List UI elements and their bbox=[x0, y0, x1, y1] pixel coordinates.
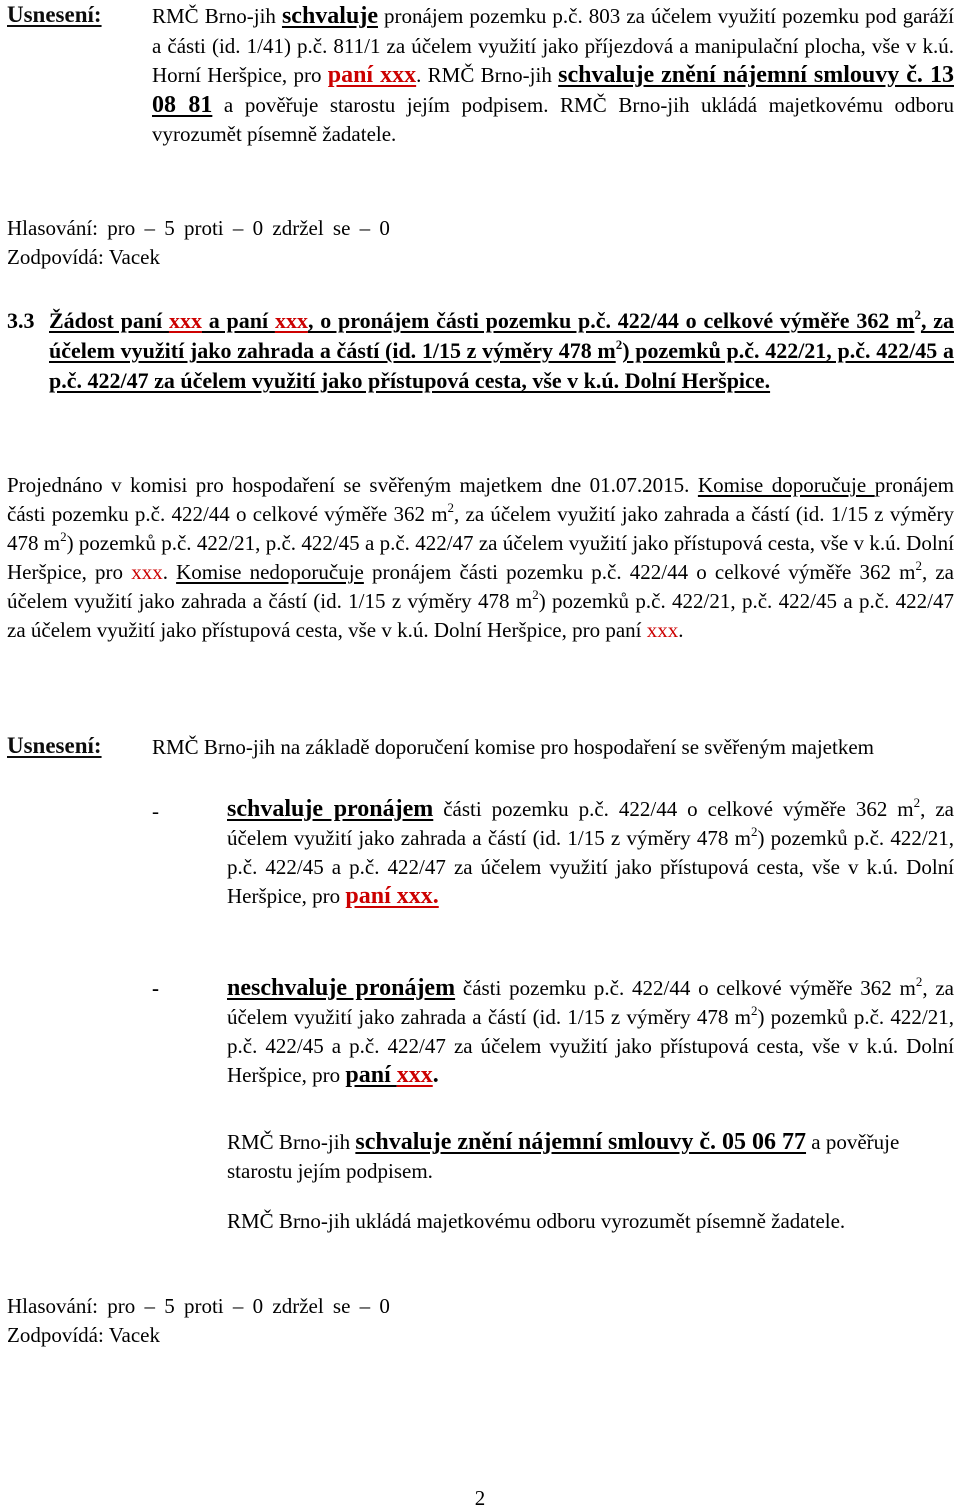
dash-approve: - bbox=[152, 799, 159, 823]
responsible-line: Zodpovídá: Vacek bbox=[7, 245, 160, 269]
responsible-line-2: Zodpovídá: Vacek bbox=[7, 1323, 160, 1347]
item-number: 3.3 bbox=[7, 308, 35, 333]
vote-line-2: Hlasování: pro – 5 proti – 0 zdržel se – 0 bbox=[7, 1294, 390, 1318]
resolution-intro: RMČ Brno-jih na základě doporučení komise pro hospodaření se svěřeným majetkem bbox=[152, 735, 874, 759]
item-heading: Žádost paní xxx a paní xxx, o pronájem části pozemku p.č. 422/44 o celkové výměře 362 $m^2$, za účelem využití jako zahrada a částí (id. 1/15 z výměry 478 $m^2$) pozemků p.č. 422/21, p.č. 422/45 a p.č. 422/47 za účelem využití jako přístupová cesta, vše v k.ú. Dolní Heršpice. bbox=[49, 306, 954, 393]
notify-applicant: RMČ Brno-jih ukládá majetkovému odboru vyrozumět písemně žadatele. bbox=[227, 1209, 846, 1233]
top-resolution-label: Usnesení: bbox=[7, 2, 102, 27]
approve-item: schvaluje pronájem části pozemku p.č. 422/44 o celkové výměře 362 $m^2$, za účelem využití jako zahrada a částí (id. 1/15 z výměry 478 $m^2$) pozemků p.č. 422/21, p.č. 422/45 a p.č. 422/47 za účelem využití jako přístupová cesta, vše v k.ú. Dolní Heršpice, pro paní xxx. bbox=[227, 795, 954, 909]
vote-line: Hlasování: pro – 5 proti – 0 zdržel se – 0 bbox=[7, 216, 390, 240]
reject-item: neschvaluje pronájem části pozemku p.č. 422/44 o celkové výměře 362 $m^2$, za účelem využití jako zahrada a částí (id. 1/15 z výměry 478 $m^2$) pozemků p.č. 422/21, p.č. 422/45 a p.č. 422/47 za účelem využití jako přístupová cesta, vše v k.ú. Dolní Heršpice, pro paní xxx. bbox=[227, 974, 954, 1088]
commission-paragraph: Projednáno v komisi pro hospodaření se svěřeným majetkem dne 01.07.2015. Komise doporučuje pronájem části pozemku p.č. 422/44 o celkové výměře 362 $m^2$, za účelem využití jako zahrada a částí (id. 1/15 z výměry 478 $m^2$) pozemků p.č. 422/21, p.č. 422/45 a p.č. 422/47 za účelem využití jako přístupová cesta, vše v k.ú. Dolní Heršpice, pro xxx. Komise nedoporučuje pronájem části pozemku p.č. 422/44 o celkové výměře 362 $m^2$, za účelem využití jako zahrada a částí (id. 1/15 z výměry 478 $m^2$) pozemků p.č. 422/21, p.č. 422/45 a p.č. 422/47 za účelem využití jako přístupová cesta, vše v k.ú. Dolní Heršpice, pro paní xxx. bbox=[7, 473, 955, 642]
page-number: 2 bbox=[474, 1486, 486, 1510]
resolution-label: Usnesení: bbox=[7, 733, 102, 758]
contract-approval: RMČ Brno-jih schvaluje znění nájemní smlouvy č. 05 06 77 a pověřuje starostu jejím podpisem. bbox=[227, 1129, 900, 1183]
dash-reject: - bbox=[152, 976, 159, 1000]
top-resolution-text: RMČ Brno-jih schvaluje pronájem pozemku p.č. 803 za účelem využití pozemku pod garáží a části (id. 1/41) p.č. 811/1 za účelem využití jako příjezdová a manipulační plocha, vše v k.ú. Horní Heršpice, pro paní xxx. RMČ Brno-jih schvaluje znění nájemní smlouvy č. 13 08 81 a pověřuje starostu jejím podpisem. RMČ Brno-jih ukládá majetkovému odboru vyrozumět písemně žadatele. bbox=[152, 3, 955, 146]
